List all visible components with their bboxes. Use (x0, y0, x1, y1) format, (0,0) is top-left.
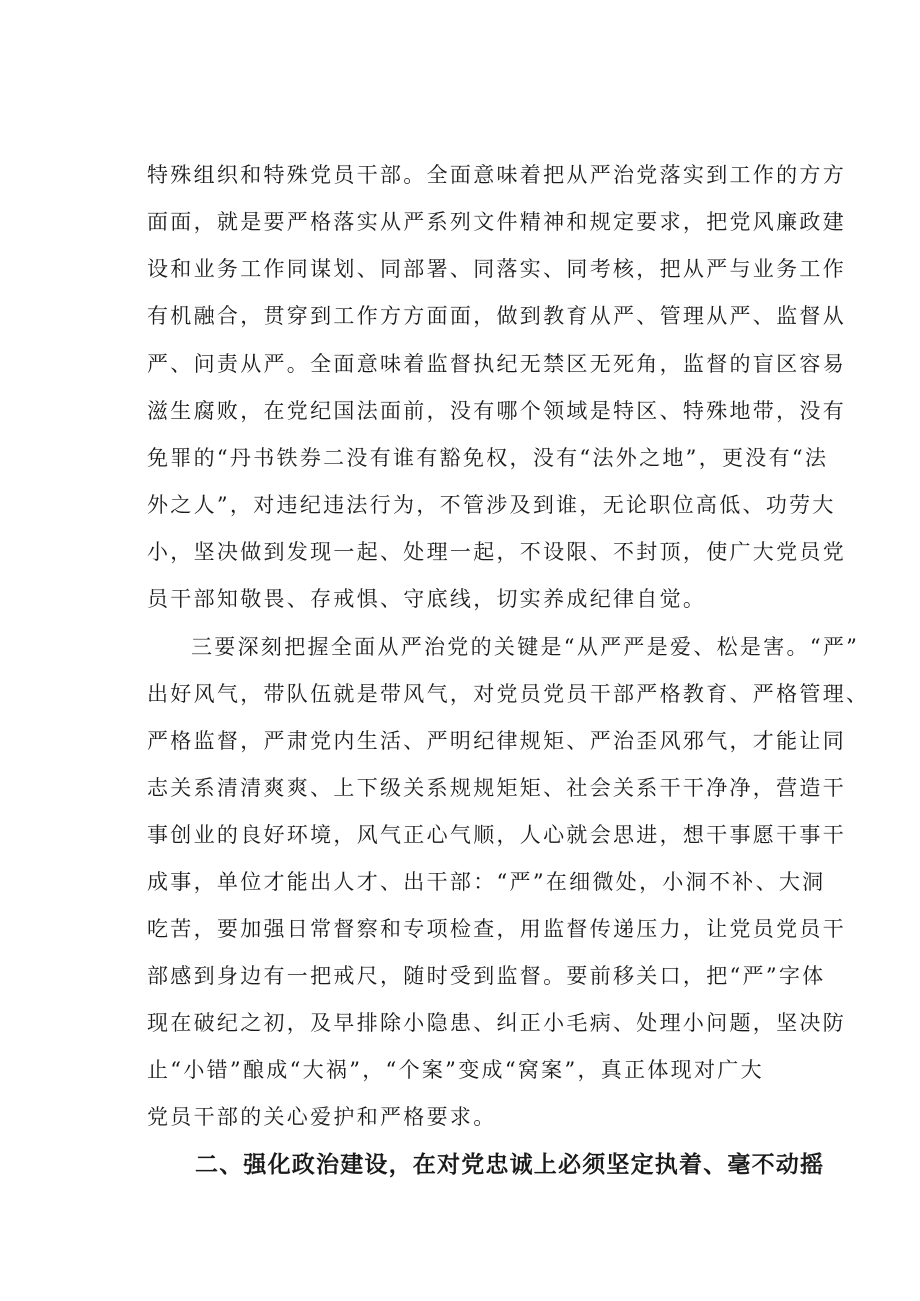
paragraph-2-line-7: 吃苦，要加强日常督察和专项检查，用监督传递压力，让党员党员干 (147, 917, 846, 941)
paragraph-1-line-1: 特殊组织和特殊党员干部。全面意味着把从严治党落实到工作的方方 (147, 163, 846, 187)
paragraph-1-line-6: 滋生腐败，在党纪国法面前，没有哪个领域是特区、特殊地带，没有 (147, 399, 846, 423)
paragraph-1-line-10: 员干部知敬畏、存戒惧、守底线，切实养成纪律自觉。 (147, 587, 707, 611)
section-heading: 二、强化政治建设，在对党忠诚上必须坚定执着、毫不动摇 (195, 1152, 825, 1178)
paragraph-2-line-1: 三要深刻把握全面从严治党的关键是“从严严是爱、松是害。“严” (191, 635, 860, 659)
paragraph-1-line-9: 小，坚决做到发现一起、处理一起，不设限、不封顶，使广大党员党 (147, 540, 846, 564)
paragraph-2-line-5: 事创业的良好环境，风气正心气顺，人心就会思进，想干事愿干事干 (147, 823, 846, 847)
paragraph-1-line-2: 面面，就是要严格落实从严系列文件精神和规定要求，把党风廉政建 (147, 210, 846, 234)
paragraph-1-line-5: 严、问责从严。全面意味着监督执纪无禁区无死角，监督的盲区容易 (147, 352, 846, 376)
paragraph-2-line-2: 出好风气，带队伍就是带风气，对党员党员干部严格教育、严格管理、 (147, 682, 870, 706)
paragraph-2-line-4: 志关系清清爽爽、上下级关系规规矩矩、社会关系干干净净，营造干 (147, 776, 846, 800)
paragraph-1-line-7: 免罪的“丹书铁券二没有谁有豁免权，没有“法外之地”，更没有“法 (147, 446, 829, 470)
paragraph-2-line-11: 党员干部的关心爱护和严格要求。 (147, 1105, 497, 1129)
paragraph-2-line-3: 严格监督，严肃党内生活、严明纪律规矩、严治歪风邪气，才能让同 (147, 729, 846, 753)
paragraph-2-line-6: 成事，单位才能出人才、出干部：“严”在细微处，小洞不补、大洞 (147, 870, 826, 894)
paragraph-2-line-8: 部感到身边有一把戒尺，随时受到监督。要前移关口，把“严”字体 (147, 964, 826, 988)
paragraph-1-line-8: 外之人”，对违纪违法行为，不管涉及到谁，无论职位高低、功劳大 (147, 493, 836, 517)
paragraph-2-line-9: 现在破纪之初，及早排除小隐患、纠正小毛病、处理小问题，坚决防 (147, 1011, 846, 1035)
paragraph-2-line-10: 止“小错”酿成“大祸”，“个案”变成“窝案”，真正体现对广大 (147, 1058, 764, 1082)
paragraph-1-line-4: 有机融合，贯穿到工作方方面面，做到教育从严、管理从严、监督从 (147, 304, 846, 328)
paragraph-1-line-3: 设和业务工作同谋划、同部署、同落实、同考核，把从严与业务工作 (147, 257, 846, 281)
